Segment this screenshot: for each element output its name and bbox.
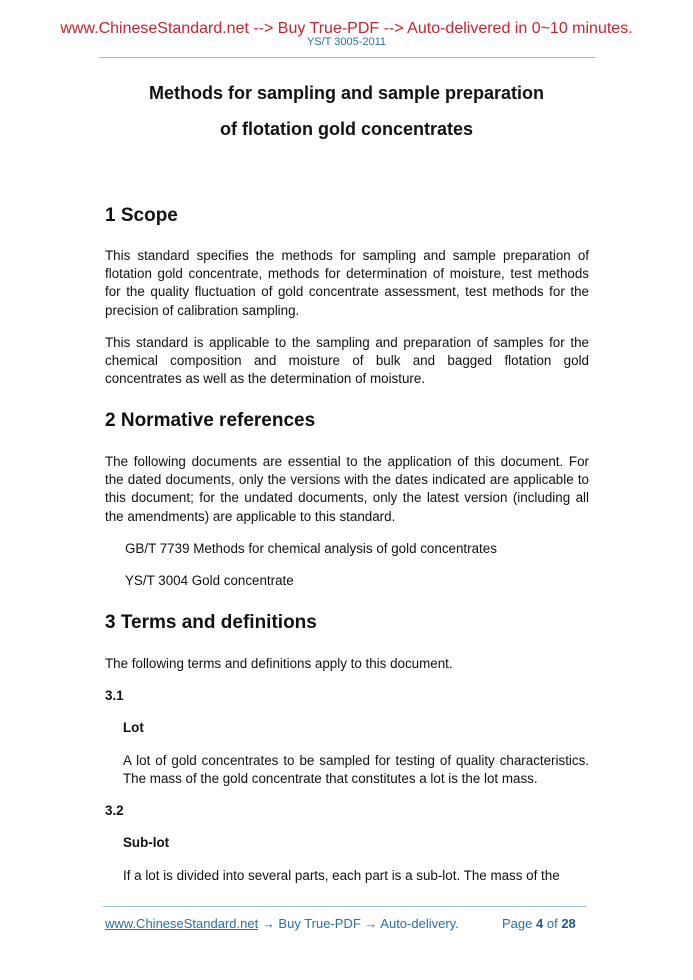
reference-item: GB/T 7739 Methods for chemical analysis of gold concentrates [125,541,497,556]
current-page: 4 [536,916,544,931]
reference-item: YS/T 3004 Gold concentrate [125,573,294,588]
document-title-line-2: of flotation gold concentrates [219,119,473,139]
document-title-line-1: Methods for sampling and sample preparation [148,83,545,103]
scope-paragraph-2: This standard is applicable to the sampling and preparation of samples for the chemical composition and moisture of bulk and bagged flotation gold concentrates as well as the determination of moisture. [105,335,589,387]
term-name: Sub-lot [123,835,170,850]
promo-banner[interactable]: www.ChineseStandard.net --> Buy True-PDF --> Auto-delivered in 0~10 minutes. [60,20,633,37]
footer-link[interactable]: www.ChineseStandard.net [105,916,259,931]
normative-paragraph: The following documents are essential to the application of this document. For the dated documents, only the versions with the dates indicated are applicable to this document; for the undated documents, only the latest version (including all the amendments) are applicable to this standard. [105,454,589,524]
term-number: 3.1 [105,688,124,703]
total-pages: 28 [561,916,576,931]
footer-text: → Buy True-PDF → Auto-delivery. [258,916,459,931]
header-divider [99,57,596,58]
footer-divider [103,906,586,907]
section-heading-scope: 1 Scope [105,205,178,226]
terms-intro: The following terms and definitions apply to this document. [105,656,453,671]
document-id: YS/T 3005-2011 [306,36,387,48]
of-label: of [546,916,558,931]
term-number: 3.2 [105,803,124,818]
page-label: Page [502,916,533,931]
scope-paragraph-1: This standard specifies the methods for sampling and sample preparation of flotation gold concentrate, methods for determination of moisture, test methods for the quality fluctuation of gold concentrate assessment, test methods for the precision of calibration sampling. [105,248,589,318]
term-definition: If a lot is divided into several parts, each part is a sub-lot. The mass of the [123,868,560,883]
term-name: Lot [123,720,144,735]
section-heading-terms: 3 Terms and definitions [105,612,317,633]
section-heading-normative-references: 2 Normative references [105,410,316,431]
page-indicator [502,916,576,931]
footer-promo [105,916,459,931]
term-definition: A lot of gold concentrates to be sampled for testing of quality characteristics. The mass of the gold concentrate that constitutes a lot is the lot mass. [123,753,589,787]
